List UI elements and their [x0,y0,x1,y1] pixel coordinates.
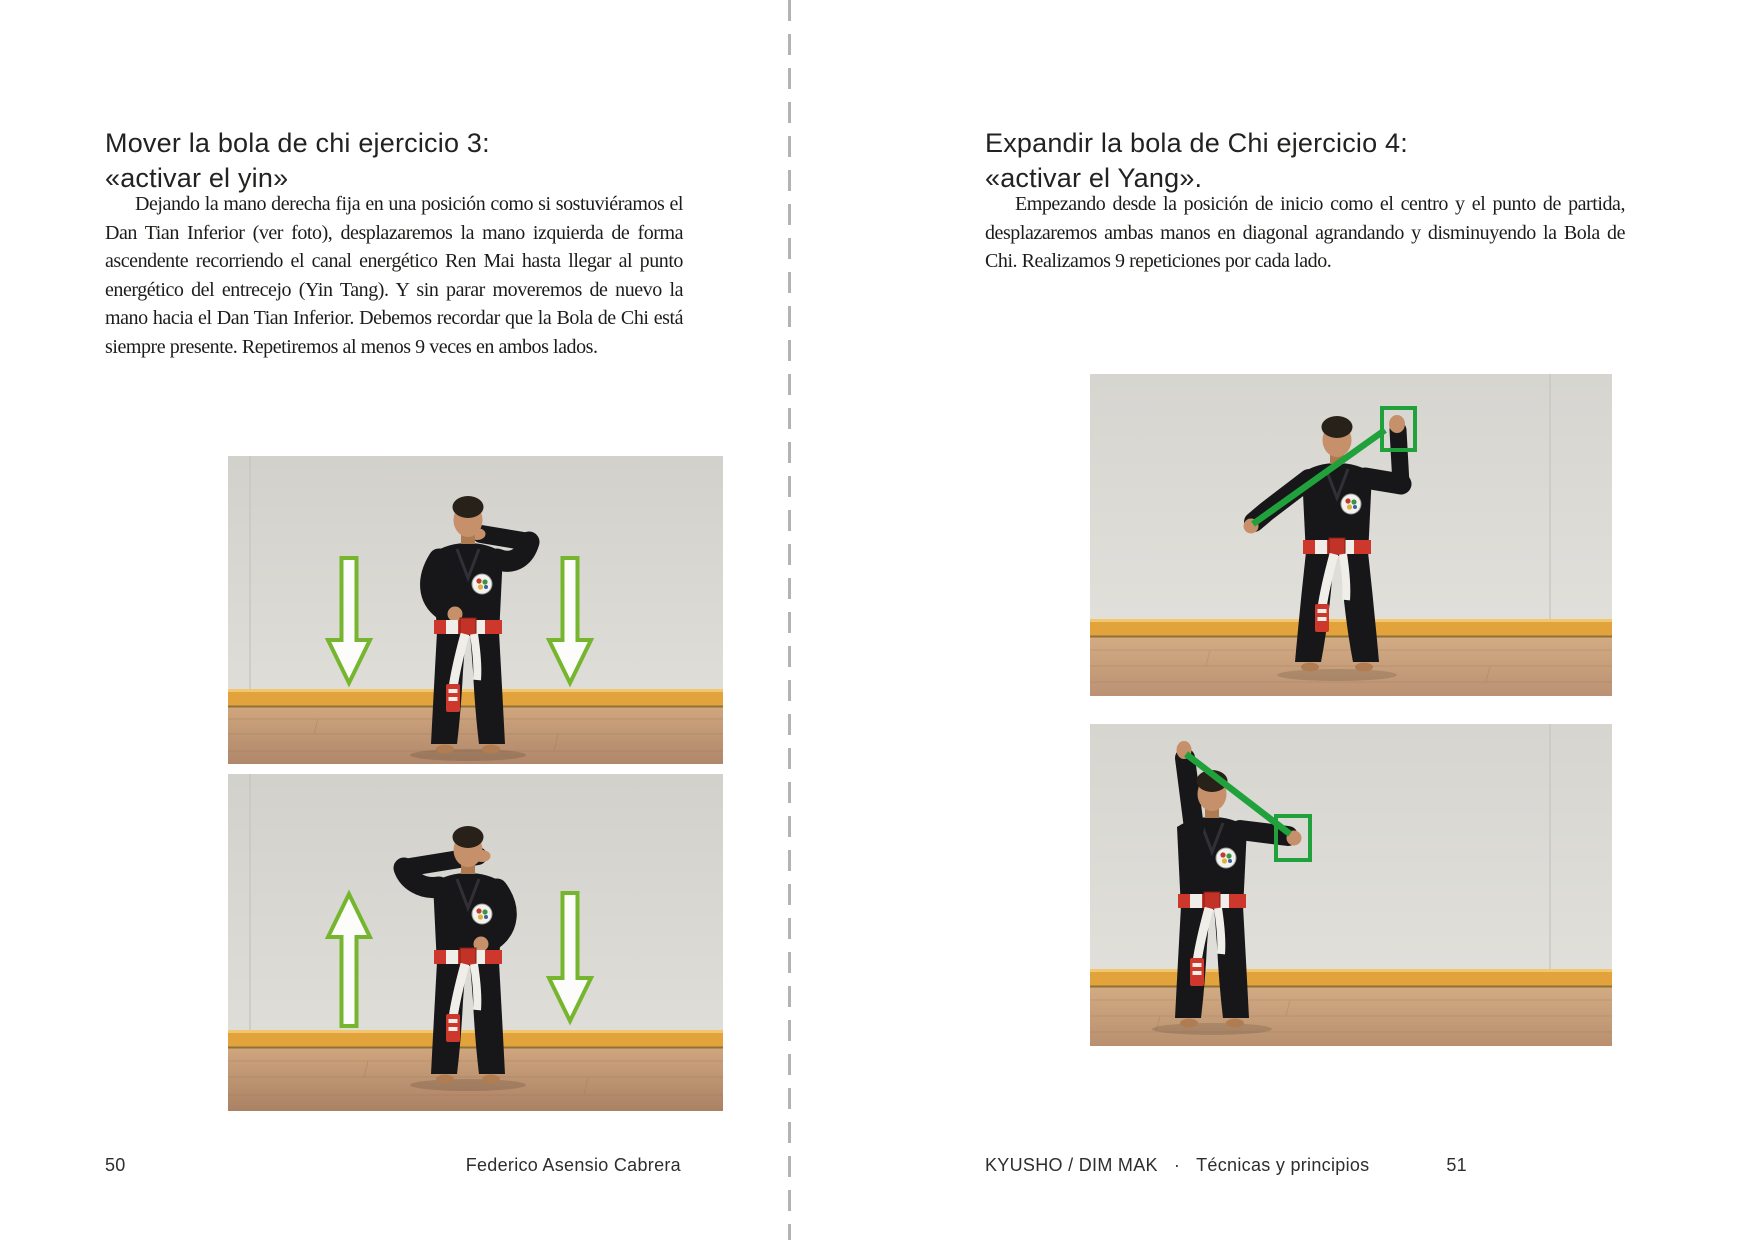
photo3-graphic [1090,374,1612,696]
left-title-line2: «activar el yin» [105,163,289,194]
photo-exercise4-step2 [1090,724,1612,1046]
right-title-line1: Expandir la bola de Chi ejercicio 4: [985,128,1408,159]
right-page-title [985,126,1625,196]
section-title-footer: Técnicas y principios [1196,1155,1370,1175]
left-paragraph: Dejando la mano derecha fija en una posición como si sostuviéramos el Dan Tian Inferior (ver foto), desplazaremos la mano izquierda de forma ascendente recorriendo el canal energético Ren Mai hasta llegar al punto energético del entrecejo (Yin Tang). Y sin parar moveremos de nuevo la mano hacia el Dan Tian Inferior. Debemos recordar que la Bola de Chi está siempre presente. Repetiremos al menos 9 veces en ambos lados. [105,193,683,358]
right-paragraph: Empezando desde la posición de inicio como el centro y el punto de partida, desplazaremos ambas manos en diagonal agrandando y disminuyendo la Bola de Chi. Realizamos 9 repeticiones por cada lado. [985,193,1625,272]
author-running-footer: Federico Asensio Cabrera [465,1155,681,1175]
photo4-graphic [1090,724,1612,1046]
footer-separator-dot: · [1173,1155,1181,1175]
photo2-graphic [228,774,723,1111]
left-page-title [105,126,705,196]
dojo-background [1090,724,1612,1046]
left-page-footer [105,1155,681,1176]
gi-logo-patch [472,904,492,924]
gi-logo-patch [1341,494,1361,514]
left-page-number: 50 [105,1155,126,1175]
book-title-footer: KYUSHO / DIM MAK [985,1155,1158,1175]
right-page-number: 51 [1446,1155,1467,1175]
photo-exercise4-step1 [1090,374,1612,696]
gi-logo-patch [1216,848,1236,868]
left-title-line1: Mover la bola de chi ejercicio 3: [105,128,490,159]
gi-logo-patch [472,574,492,594]
page-divider-dashed-line [788,0,791,1240]
running-footer-group [985,1155,1370,1176]
right-page-footer [985,1155,1467,1176]
photo-exercise3-step1 [228,456,723,764]
right-title-line2: «activar el Yang». [985,163,1203,194]
photo-exercise3-step2 [228,774,723,1111]
photo1-graphic [228,456,723,764]
